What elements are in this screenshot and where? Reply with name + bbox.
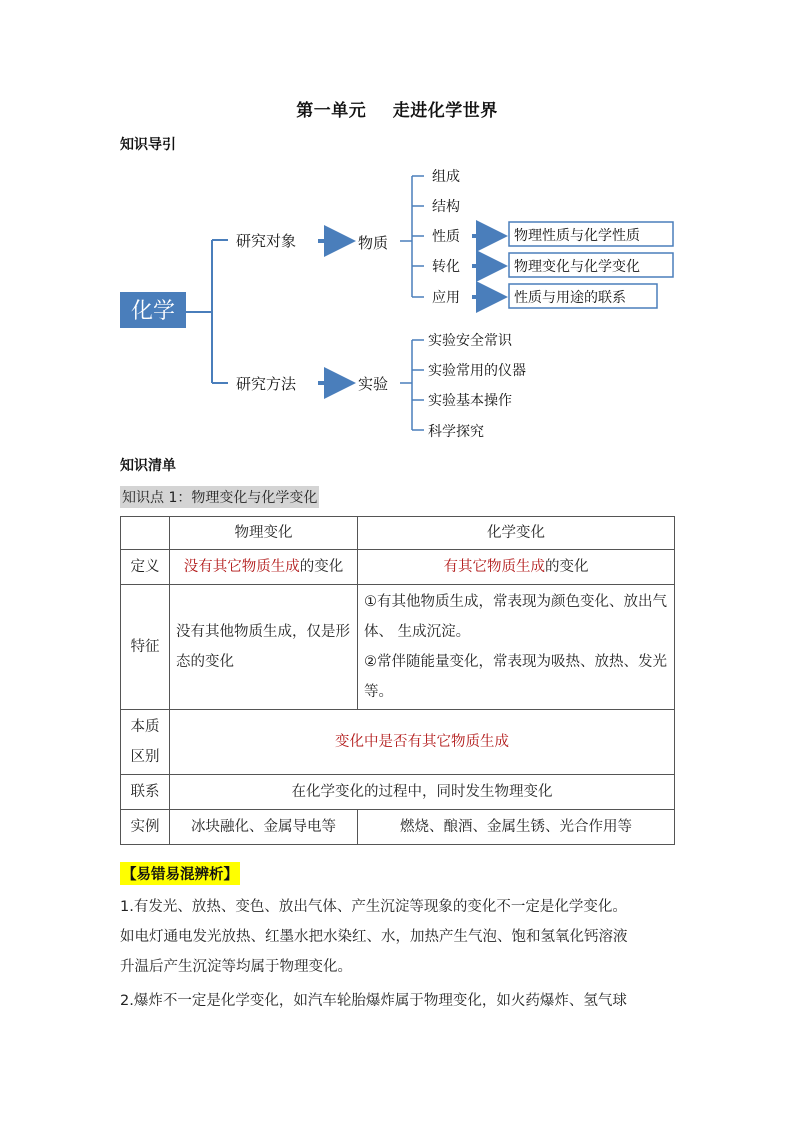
row-label-feature: 特征: [121, 585, 170, 710]
root-connector: [186, 240, 228, 383]
method-item-safety: 实验安全常识: [428, 333, 512, 349]
example-physical: 冰块融化、金属导电等: [170, 810, 358, 845]
relation-value: 在化学变化的过程中，同时发生物理变化: [170, 775, 675, 810]
paragraph-1: [120, 892, 688, 982]
paragraph-1-line-3: 升温后产生沉淀等均属于物理变化。: [120, 959, 352, 975]
title-part-2: 走进化学世界: [392, 101, 498, 121]
feature-chemical-2: ②常伴随能量变化，常表现为吸热、放热、发光等。: [364, 654, 667, 700]
definition-physical: [170, 550, 358, 585]
object-item-structure: 结构: [432, 199, 460, 215]
table-row-definition: [121, 550, 675, 585]
object-item-property: 性质: [432, 229, 460, 245]
object-target-label: 物质: [358, 234, 389, 252]
object-bracket: [400, 176, 424, 297]
definition-physical-key: 没有其它物质生成: [183, 559, 300, 575]
method-bracket: [400, 340, 424, 430]
definition-chemical-rest: 的变化: [545, 559, 589, 575]
feature-physical: 没有其他物质生成，仅是形态的变化: [170, 585, 358, 710]
header-cell-chemical: 化学变化: [358, 517, 675, 550]
feature-chemical-1: ①有其他物质生成，常表现为颜色变化、放出气体、 生成沉淀。: [364, 594, 667, 640]
object-item-composition: 组成: [432, 169, 460, 185]
object-item-transformation: 转化: [432, 259, 460, 275]
table-row-feature: [121, 585, 675, 710]
knowledge-map: [0, 0, 794, 460]
root-label: 化学: [130, 299, 176, 324]
section-heading-list: 知识清单: [120, 458, 176, 474]
result-transformation: 物理变化与化学变化: [514, 259, 640, 275]
result-property: 物理性质与化学性质: [514, 228, 640, 244]
table-row-essence: [121, 710, 675, 775]
definition-chemical: [358, 550, 675, 585]
branch-method-label: 研究方法: [236, 375, 297, 393]
method-target-label: 实验: [358, 375, 389, 393]
paragraph-1-line-1: 1.有发光、放热、变色、放出气体、产生沉淀等现象的变化不一定是化学变化。: [120, 899, 627, 915]
table-row-relation: [121, 775, 675, 810]
paragraph-2-line-1: 2.爆炸不一定是化学变化，如汽车轮胎爆炸属于物理变化，如火药爆炸、氢气球: [120, 993, 627, 1009]
branch-object-label: 研究对象: [236, 232, 297, 250]
feature-chemical: [358, 585, 675, 710]
method-item-inquiry: 科学探究: [428, 424, 484, 440]
row-label-relation: 联系: [121, 775, 170, 810]
comparison-table: [120, 516, 675, 845]
definition-chemical-key: 有其它物质生成: [443, 559, 545, 575]
definition-physical-rest: 的变化: [299, 559, 344, 575]
table-row-example: [121, 810, 675, 845]
method-item-operations: 实验基本操作: [428, 393, 512, 409]
table-header-row: [121, 517, 675, 550]
header-cell-physical: 物理变化: [170, 517, 358, 550]
paragraph-1-line-2: 如电灯通电发光放热、红墨水把水染红、水，加热产生气泡、饱和氢氧化钙溶液: [120, 929, 628, 945]
header-cell-empty: [121, 517, 170, 550]
row-label-example: 实例: [121, 810, 170, 845]
section-heading-guide: 知识导引: [120, 137, 176, 153]
row-label-essence: 本质区别: [121, 710, 170, 775]
tip-label: 【易错易混辨析】: [120, 862, 240, 885]
example-chemical: 燃烧、酿酒、金属生锈、光合作用等: [358, 810, 675, 845]
method-item-instruments: 实验常用的仪器: [428, 363, 526, 379]
result-application: 性质与用途的联系: [514, 290, 626, 306]
object-item-application: 应用: [432, 290, 460, 306]
row-label-definition: 定义: [121, 550, 170, 585]
essence-value: 变化中是否有其它物质生成: [170, 710, 675, 775]
knowledge-point-label: 知识点 1：物理变化与化学变化: [120, 486, 319, 508]
title-part-1: 第一单元: [296, 101, 367, 121]
paragraph-2: [120, 986, 688, 1016]
